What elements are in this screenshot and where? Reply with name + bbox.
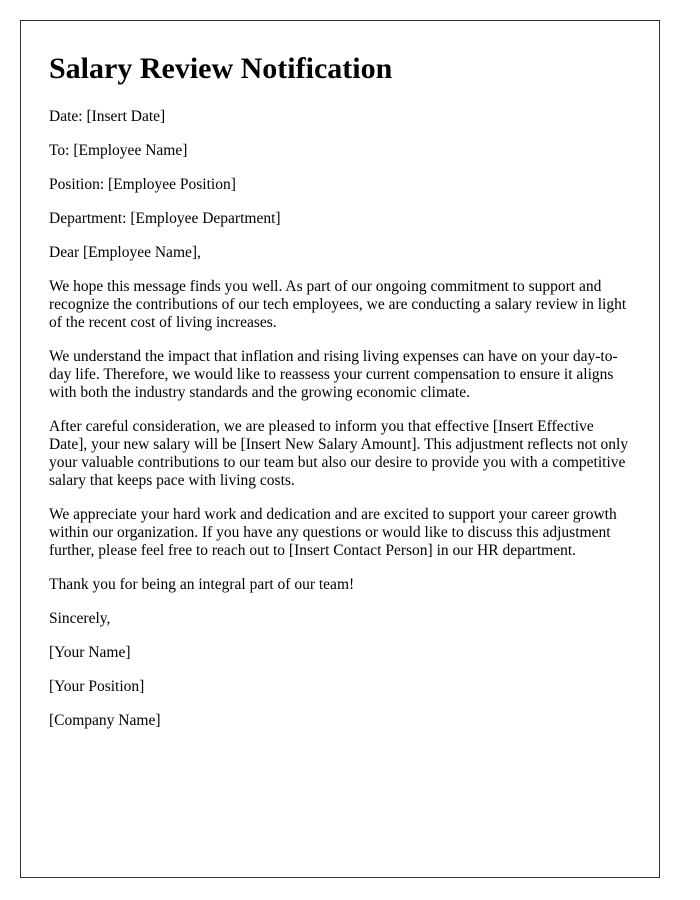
salutation: Dear [Employee Name], — [49, 244, 201, 261]
body-paragraph-adjustment: After careful consideration, we are pleased to inform you that effective [Insert Effective Date], your new salary will be [Insert New Salary Amount]. This adjustment reflects not only your valuable contributions to our team but also our desire to provide you with a competitive salary that keeps pace with living costs. — [49, 418, 629, 489]
position-line: Position: [Employee Position] — [49, 176, 236, 193]
date-line: Date: [Insert Date] — [49, 108, 166, 125]
department-line: Department: [Employee Department] — [49, 210, 281, 227]
signature-position: [Your Position] — [49, 678, 145, 695]
body-paragraph-appreciation: We appreciate your hard work and dedication and are excited to support your career growth within our organization. If you have any questions or would like to discuss this adjustment further, please feel free to reach out to [Insert Contact Person] in our HR department. — [49, 506, 617, 559]
body-paragraph-impact: We understand the impact that inflation and rising living expenses can have on your day-to-day life. Therefore, we would like to reassess your current compensation to ensure it aligns with both the industry standards and the growing economic climate. — [49, 348, 618, 401]
recipient-line: To: [Employee Name] — [49, 142, 188, 159]
body-paragraph-intro: We hope this message finds you well. As part of our ongoing commitment to support and recognize the contributions of our tech employees, we are conducting a salary review in light of the recent cost of living increases. — [49, 278, 627, 331]
signature-name: [Your Name] — [49, 644, 131, 661]
thanks-line: Thank you for being an integral part of our team! — [49, 576, 355, 593]
letter-title: Salary Review Notification — [49, 52, 393, 85]
letter-container — [20, 20, 660, 878]
closing-line: Sincerely, — [49, 610, 111, 627]
signature-company: [Company Name] — [49, 712, 161, 729]
